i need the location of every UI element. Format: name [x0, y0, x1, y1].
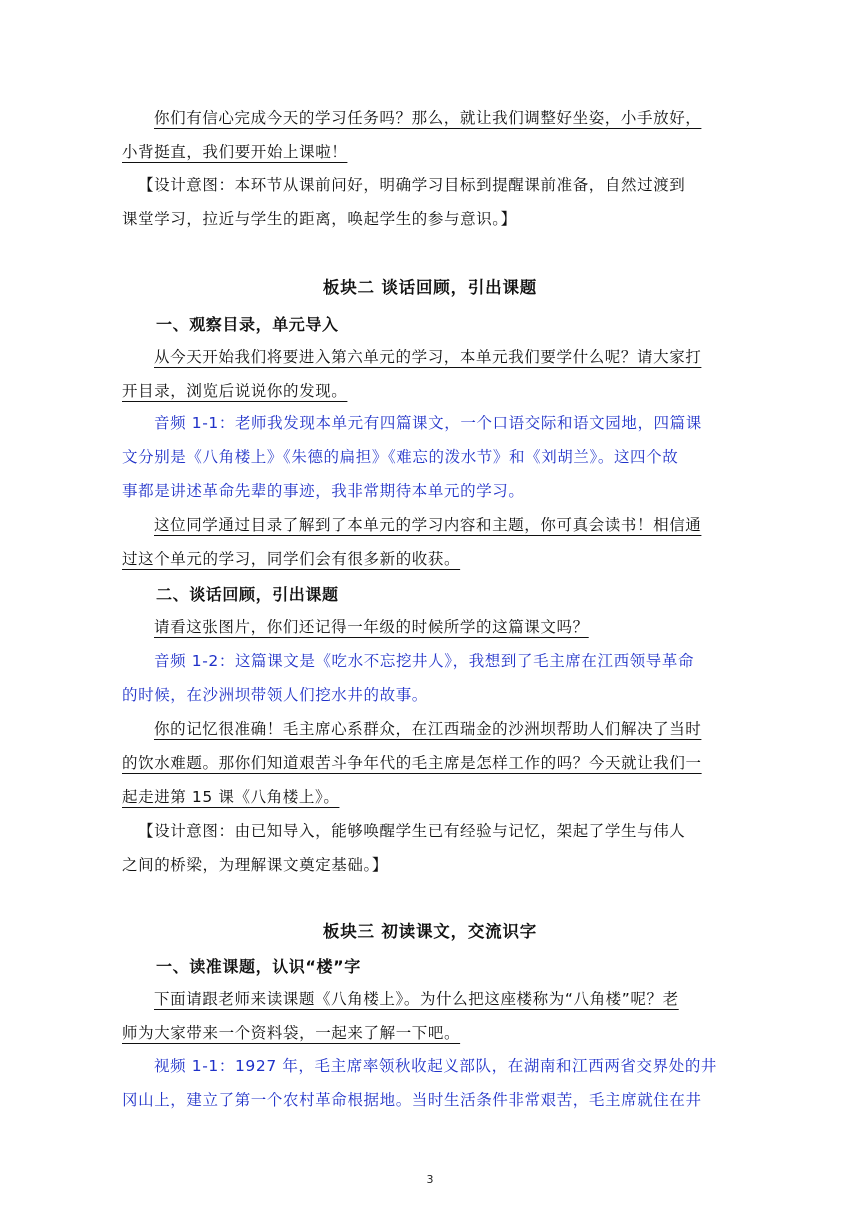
text-line: 师为大家带来一个资料袋，一起来了解一下吧。 — [122, 1024, 461, 1042]
text-line: 事都是讲述革命先辈的事迹，我非常期待本单元的学习。 — [122, 482, 525, 500]
design-intent-note-1 — [122, 168, 740, 236]
text-line: 的时候，在沙洲坝带领人们挖水井的故事。 — [122, 686, 428, 704]
text-line: 【设计意图：由已知导入，能够唤醒学生已有经验与记忆，架起了学生与伟人 — [138, 822, 686, 840]
teacher-paragraph-title — [122, 982, 740, 1050]
text-line: 音频 1-2：这篇课文是《吃水不忘挖井人》，我想到了毛主席在江西领导革命 — [154, 652, 695, 670]
text-line: 请看这张图片，你们还记得一年级的时候所学的这篇课文吗？ — [154, 618, 589, 636]
text-line: 下面请跟老师来读课题《八角楼上》。为什么把这座楼称为“八角楼”呢？老 — [154, 990, 679, 1008]
text-line: 的饮水难题。那你们知道艰苦斗争年代的毛主席是怎样工作的吗？今天就让我们一 — [122, 754, 702, 772]
text-line: 你们有信心完成今天的学习任务吗？那么，就让我们调整好坐姿，小手放好， — [154, 109, 702, 127]
teacher-paragraph-intro — [122, 101, 740, 169]
design-intent-note-2 — [122, 814, 740, 882]
teacher-paragraph-praise — [122, 508, 740, 576]
text-line: 课堂学习，拉近与学生的距离，唤起学生的参与意识。】 — [122, 210, 517, 228]
text-line: 起走进第 15 课《八角楼上》。 — [122, 788, 340, 806]
audio-transcript-1-1 — [122, 406, 740, 508]
text-line: 音频 1-1：老师我发现本单元有四篇课文，一个口语交际和语文园地，四篇课 — [154, 414, 702, 432]
text-line: 小背挺直，我们要开始上课啦！ — [122, 143, 348, 161]
teacher-paragraph-picture — [122, 610, 740, 644]
page-number: 3 — [426, 1173, 434, 1186]
text-line: 过这个单元的学习，同学们会有很多新的收获。 — [122, 550, 461, 568]
section-title-2: 板块二 谈话回顾，引出课题 — [322, 278, 538, 297]
subheading-observe-contents: 一、观察目录，单元导入 — [156, 315, 339, 334]
section-title-3: 板块三 初读课文，交流识字 — [322, 922, 538, 941]
subheading-read-title: 一、读准课题，认识“楼”字 — [156, 957, 361, 976]
video-transcript-1-1 — [122, 1049, 740, 1117]
text-line: 文分别是《八角楼上》《朱德的扁担》《难忘的泼水节》和《刘胡兰》。这四个故 — [122, 448, 679, 466]
subheading-review: 二、谈话回顾，引出课题 — [156, 585, 339, 604]
teacher-paragraph-lesson — [122, 712, 740, 814]
text-line: 【设计意图：本环节从课前问好，明确学习目标到提醒课前准备，自然过渡到 — [138, 176, 686, 194]
text-line: 之间的桥梁，为理解课文奠定基础。】 — [122, 856, 388, 874]
teacher-paragraph-unit — [122, 340, 740, 408]
audio-transcript-1-2 — [122, 644, 740, 712]
text-line: 从今天开始我们将要进入第六单元的学习，本单元我们要学什么呢？请大家打 — [154, 348, 702, 366]
text-line: 视频 1-1：1927 年，毛主席率领秋收起义部队，在湖南和江西两省交界处的井 — [154, 1057, 718, 1075]
text-line: 开目录，浏览后说说你的发现。 — [122, 382, 348, 400]
text-line: 冈山上，建立了第一个农村革命根据地。当时生活条件非常艰苦，毛主席就住在井 — [122, 1091, 702, 1109]
text-line: 你的记忆很准确！毛主席心系群众，在江西瑞金的沙洲坝帮助人们解决了当时 — [154, 720, 702, 738]
text-line: 这位同学通过目录了解到了本单元的学习内容和主题，你可真会读书！相信通 — [154, 516, 702, 534]
